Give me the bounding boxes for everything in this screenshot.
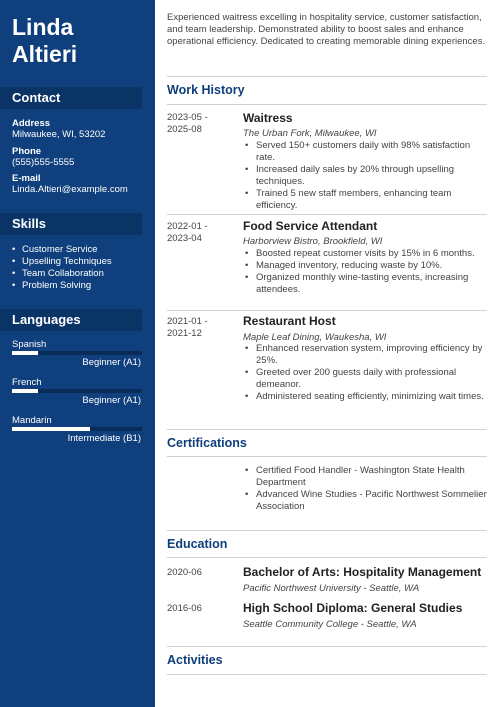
list-item: • Greeted over 200 guests daily with professional demeanor.	[243, 367, 489, 391]
certifications-list	[243, 465, 489, 513]
education-date: 2016-06	[167, 603, 202, 614]
divider	[167, 646, 487, 647]
date-end: 2021-12	[167, 328, 202, 339]
school-name: Pacific Northwest University - Seattle, WA	[243, 583, 420, 594]
job-dates	[167, 112, 208, 136]
divider	[167, 214, 487, 215]
certifications-heading: Certifications	[167, 436, 247, 450]
date-start: 2023-05 -	[167, 112, 208, 123]
language-proficiency-bar	[12, 351, 142, 355]
skills-list	[12, 244, 112, 292]
list-item: • Enhanced reservation system, improving efficiency by 25%.	[243, 343, 489, 367]
job-bullets	[243, 248, 489, 296]
contact-heading: Contact	[0, 87, 142, 109]
list-item: • Increased daily sales by 20% through upselling techniques.	[243, 164, 489, 188]
job-title: Food Service Attendant	[243, 219, 378, 233]
divider	[167, 104, 487, 105]
list-item: • Boosted repeat customer visits by 15% in 6 months.	[243, 248, 489, 260]
job-bullets	[243, 343, 489, 403]
list-item: • Team Collaboration	[12, 268, 104, 279]
divider	[167, 310, 487, 311]
list-item: • Advanced Wine Studies - Pacific Northwest Sommelier Association	[243, 489, 489, 513]
list-item: • Administered seating efficiently, minimizing wait times.	[243, 391, 489, 403]
degree-title: Bachelor of Arts: Hospitality Management	[243, 565, 482, 579]
address-value: Milwaukee, WI, 53202	[12, 129, 106, 140]
date-start: 2022-01 -	[167, 221, 208, 232]
divider	[167, 557, 487, 558]
languages-heading: Languages	[0, 309, 142, 331]
school-name: Seattle Community College - Seattle, WA	[243, 619, 417, 630]
divider	[167, 76, 487, 77]
language-proficiency-bar	[12, 389, 142, 393]
professional-summary: Experienced waitress excelling in hospitality service, customer satisfaction, and team leadership. Demonstrated ability to boost sales and enhance operational efficiency. Dedicated to creating memorable dining experiences.	[167, 12, 486, 47]
list-item: • Trained 5 new staff members, enhancing team efficiency.	[243, 188, 489, 212]
divider	[167, 429, 487, 430]
activities-heading: Activities	[167, 653, 223, 667]
job-title: Restaurant Host	[243, 314, 336, 328]
date-end: 2023-04	[167, 233, 202, 244]
address-label: Address	[12, 118, 51, 129]
degree-title: High School Diploma: General Studies	[243, 601, 463, 615]
last-name: Altieri	[12, 41, 78, 67]
language-level: Beginner (A1)	[82, 357, 141, 368]
list-item: • Served 150+ customers daily with 98% satisfaction rate.	[243, 140, 489, 164]
language-level: Beginner (A1)	[82, 395, 141, 406]
language-level: Intermediate (B1)	[67, 433, 141, 444]
language-proficiency-fill	[12, 389, 38, 393]
list-item: • Problem Solving	[12, 280, 92, 291]
job-bullets	[243, 140, 489, 212]
job-employer: Harborview Bistro, Brookfield, WI	[243, 236, 383, 247]
date-start: 2021-01 -	[167, 316, 208, 327]
divider	[167, 456, 487, 457]
divider	[167, 530, 487, 531]
language-name: Mandarin	[12, 415, 52, 426]
main-content	[155, 0, 500, 707]
email-label: E-mail	[12, 173, 41, 184]
education-date: 2020-06	[167, 567, 202, 578]
phone-value: (555)555-5555	[12, 157, 75, 168]
work-history-heading: Work History	[167, 83, 245, 97]
language-proficiency-bar	[12, 427, 142, 431]
date-end: 2025-08	[167, 124, 202, 135]
list-item: • Managed inventory, reducing waste by 10%.	[243, 260, 489, 272]
job-dates	[167, 316, 208, 340]
email-value[interactable]: Linda.Altieri@example.com	[12, 184, 128, 195]
first-name: Linda	[12, 14, 74, 40]
job-dates	[167, 221, 208, 245]
language-name: Spanish	[12, 339, 47, 350]
job-employer: The Urban Fork, Milwaukee, WI	[243, 128, 377, 139]
list-item: • Upselling Techniques	[12, 256, 112, 267]
language-name: French	[12, 377, 42, 388]
phone-label: Phone	[12, 146, 42, 157]
job-employer: Maple Leaf Dining, Waukesha, WI	[243, 332, 387, 343]
list-item: • Organized monthly wine-tasting events, increasing attendees.	[243, 272, 489, 296]
language-proficiency-fill	[12, 427, 90, 431]
education-heading: Education	[167, 537, 228, 551]
divider	[167, 674, 487, 675]
language-proficiency-fill	[12, 351, 38, 355]
list-item: • Certified Food Handler - Washington State Health Department	[243, 465, 489, 489]
skills-heading: Skills	[0, 213, 142, 235]
sidebar	[0, 0, 155, 707]
list-item: • Customer Service	[12, 244, 98, 255]
job-title: Waitress	[243, 111, 293, 125]
candidate-name	[12, 14, 77, 68]
